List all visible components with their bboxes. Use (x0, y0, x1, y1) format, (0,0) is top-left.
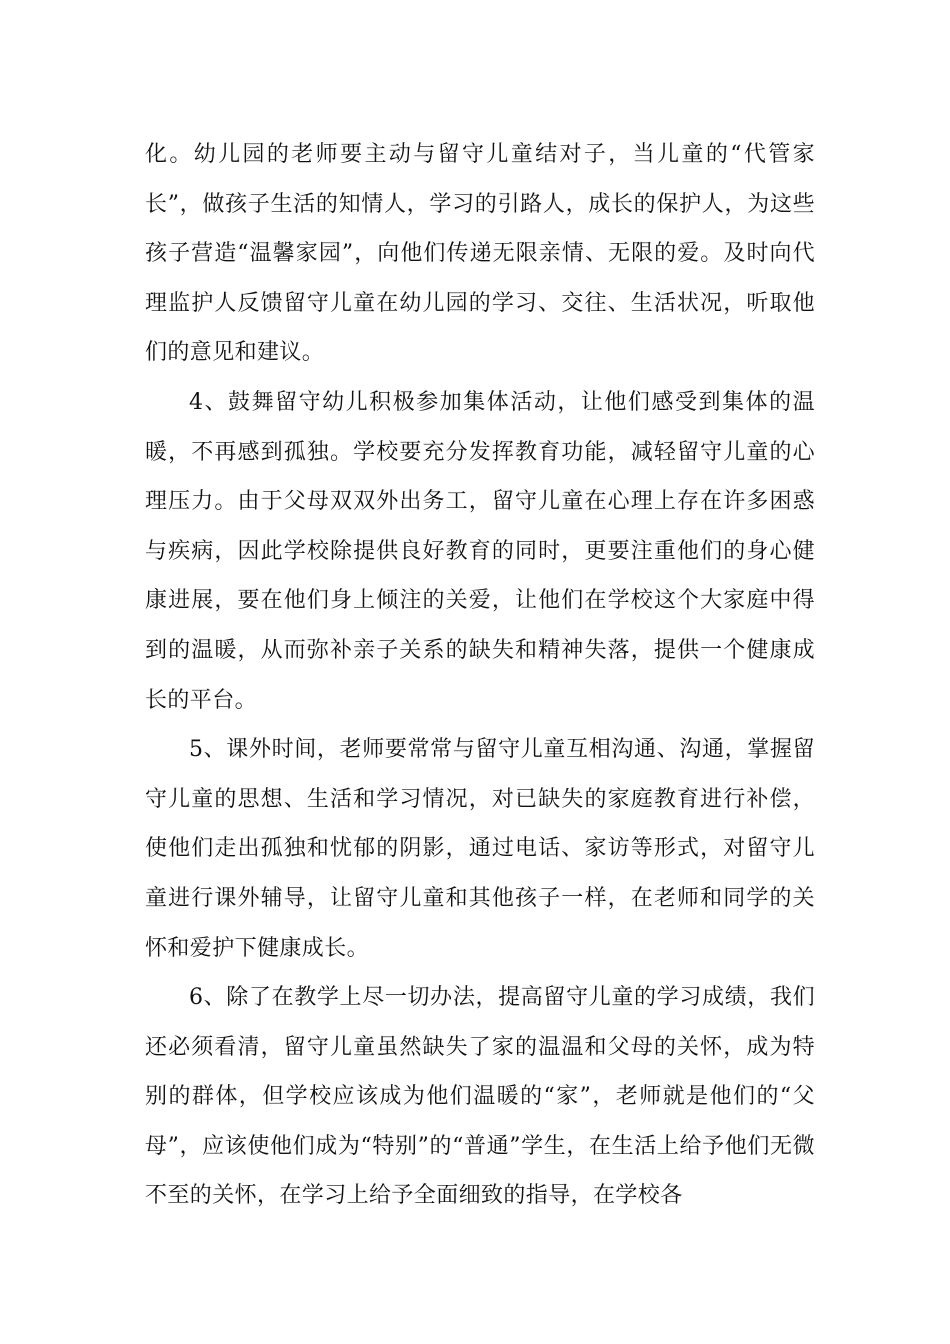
paragraph-continuation: 化。幼儿园的老师要主动与留守儿童结对子，当儿童的“代管家长”，做孩子生活的知情人，学习的引路人，成长的保护人，为这些孩子营造“温馨家园”，向他们传递无限亲情、无限的爱。及时向代理监护人反馈留守儿童在幼儿园的学习、交往、生活状况，听取他们的意见和建议。 (145, 142, 815, 366)
paragraph-item-6: 6、除了在教学上尽一切办法，提高留守儿童的学习成绩，我们还必须看清，留守儿童虽然缺失了家的温温和父母的关怀，成为特别的群体，但学校应该成为他们温暖的“家”，老师就是他们的“父母”，应该使他们成为“特别”的“普通”学生，在生活上给予他们无微不至的关怀，在学习上给予全面细致的指导，在学校各 (145, 985, 815, 1209)
paragraph-item-4: 4、鼓舞留守幼儿积极参加集体活动，让他们感受到集体的温暖，不再感到孤独。学校要充分发挥教育功能，减轻留守儿童的心理压力。由于父母双双外出务工，留守儿童在心理上存在许多困惑与疾病，因此学校除提供良好教育的同时，更要注重他们的身心健康进展，要在他们身上倾注的关爱，让他们在学校这个大家庭中得到的温暖，从而弥补亲子关系的缺失和精神失落，提供一个健康成长的平台。 (145, 389, 815, 713)
document-body (145, 130, 815, 1221)
paragraph-item-5: 5、课外时间，老师要常常与留守儿童互相沟通、沟通，掌握留守儿童的思想、生活和学习情况，对已缺失的家庭教育进行补偿，使他们走出孤独和忧郁的阴影，通过电话、家访等形式，对留守儿童进行课外辅导，让留守儿童和其他孩子一样，在老师和同学的关怀和爱护下健康成长。 (145, 737, 815, 961)
